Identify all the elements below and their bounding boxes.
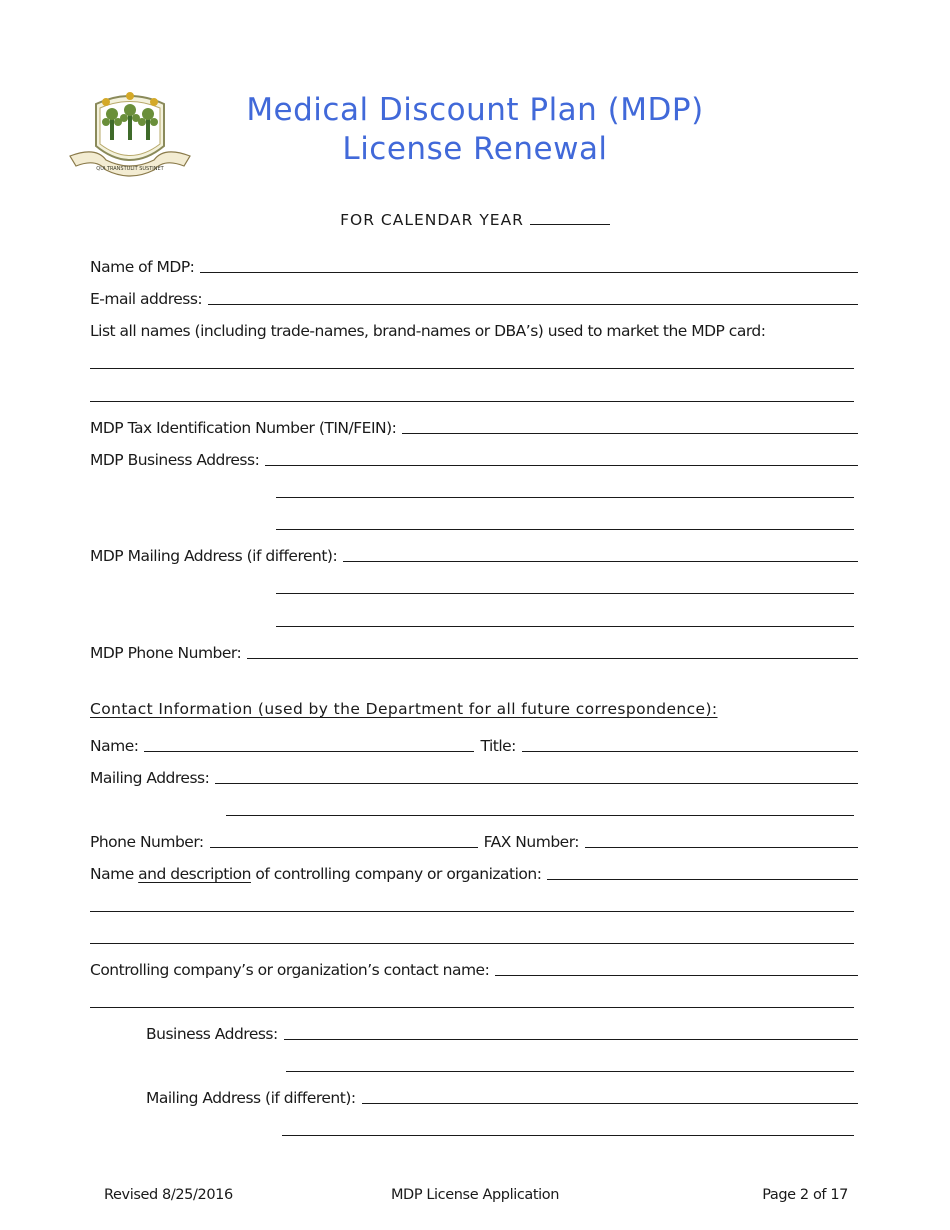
controlling-mailing-line-2[interactable] bbox=[282, 1135, 854, 1136]
contact-mailing-field[interactable] bbox=[215, 768, 858, 784]
mdp-name-row bbox=[90, 254, 858, 276]
phone-field[interactable] bbox=[247, 643, 858, 659]
email-field[interactable] bbox=[208, 289, 858, 305]
names-list-label: List all names (including trade-names, brand-names or DBA’s) used to market the MDP card: bbox=[90, 322, 766, 340]
page-title-line2: License Renewal bbox=[342, 131, 608, 167]
contact-phone-field[interactable] bbox=[210, 832, 478, 848]
business-address-field[interactable] bbox=[265, 450, 858, 466]
mdp-name-field[interactable] bbox=[200, 257, 858, 273]
mailing-address-line-2[interactable] bbox=[276, 593, 854, 594]
contact-name-row bbox=[90, 733, 858, 755]
mdp-name-label: Name of MDP: bbox=[90, 258, 195, 276]
contact-title-field[interactable] bbox=[522, 736, 858, 752]
contact-mailing-line-2[interactable] bbox=[226, 815, 854, 816]
controlling-name-underlined: and description bbox=[138, 865, 251, 883]
controlling-desc-line-1[interactable] bbox=[90, 911, 854, 912]
controlling-contact-row bbox=[90, 957, 858, 979]
footer-page-number: Page 2 of 17 bbox=[762, 1187, 848, 1203]
controlling-name-field[interactable] bbox=[547, 864, 858, 880]
seal-motto: QUI TRANSTULIT SUSTINET bbox=[96, 166, 164, 172]
contact-phone-row bbox=[90, 829, 858, 851]
controlling-name-prefix: Name bbox=[90, 865, 134, 883]
contact-mailing-label: Mailing Address: bbox=[90, 769, 210, 787]
controlling-business-label: Business Address: bbox=[146, 1025, 278, 1043]
names-list-line-1[interactable] bbox=[90, 368, 854, 369]
controlling-contact-label: Controlling company’s or organization’s contact name: bbox=[90, 961, 490, 979]
calendar-year-field[interactable] bbox=[530, 210, 610, 225]
email-label: E-mail address: bbox=[90, 290, 203, 308]
business-address-line-3[interactable] bbox=[276, 529, 854, 530]
controlling-name-suffix: of controlling company or organization: bbox=[255, 865, 542, 883]
calendar-year-row bbox=[0, 210, 950, 229]
contact-name-field[interactable] bbox=[144, 736, 474, 752]
phone-row bbox=[90, 640, 858, 662]
controlling-business-line-2[interactable] bbox=[286, 1071, 854, 1072]
controlling-mailing-label: Mailing Address (if different): bbox=[146, 1089, 356, 1107]
footer-doc-name: MDP License Application bbox=[390, 1187, 560, 1203]
email-row bbox=[90, 286, 858, 308]
page-title-line1: Medical Discount Plan (MDP) bbox=[246, 92, 704, 128]
names-list-row bbox=[90, 318, 858, 340]
contact-mailing-row bbox=[90, 765, 858, 787]
names-list-line-2[interactable] bbox=[90, 401, 854, 402]
contact-phone-label: Phone Number: bbox=[90, 833, 204, 851]
controlling-contact-line-2[interactable] bbox=[90, 1007, 854, 1008]
business-address-row bbox=[90, 447, 858, 469]
controlling-mailing-row bbox=[146, 1085, 858, 1107]
controlling-business-row bbox=[146, 1021, 858, 1043]
calendar-year-label: FOR CALENDAR YEAR bbox=[340, 211, 524, 229]
contact-title-label: Title: bbox=[480, 737, 516, 755]
mailing-address-row bbox=[90, 543, 858, 565]
business-address-label: MDP Business Address: bbox=[90, 451, 260, 469]
contact-fax-label: FAX Number: bbox=[483, 833, 580, 851]
mailing-address-line-3[interactable] bbox=[276, 626, 854, 627]
contact-fax-field[interactable] bbox=[585, 832, 858, 848]
controlling-name-row bbox=[90, 861, 858, 883]
connecticut-seal bbox=[66, 90, 194, 186]
business-address-line-2[interactable] bbox=[276, 497, 854, 498]
controlling-contact-field[interactable] bbox=[495, 960, 858, 976]
controlling-mailing-field[interactable] bbox=[362, 1088, 858, 1104]
contact-heading: Contact Information (used by the Department for all future correspondence): bbox=[90, 700, 718, 718]
phone-label: MDP Phone Number: bbox=[90, 644, 242, 662]
footer-revised: Revised 8/25/2016 bbox=[104, 1187, 233, 1203]
tin-field[interactable] bbox=[402, 418, 858, 434]
controlling-business-field[interactable] bbox=[284, 1024, 858, 1040]
mailing-address-field[interactable] bbox=[343, 546, 858, 562]
tin-row bbox=[90, 415, 858, 437]
controlling-desc-line-2[interactable] bbox=[90, 943, 854, 944]
tin-label: MDP Tax Identification Number (TIN/FEIN): bbox=[90, 419, 397, 437]
controlling-name-label bbox=[90, 865, 541, 883]
contact-name-label: Name: bbox=[90, 737, 139, 755]
mailing-address-label: MDP Mailing Address (if different): bbox=[90, 547, 338, 565]
